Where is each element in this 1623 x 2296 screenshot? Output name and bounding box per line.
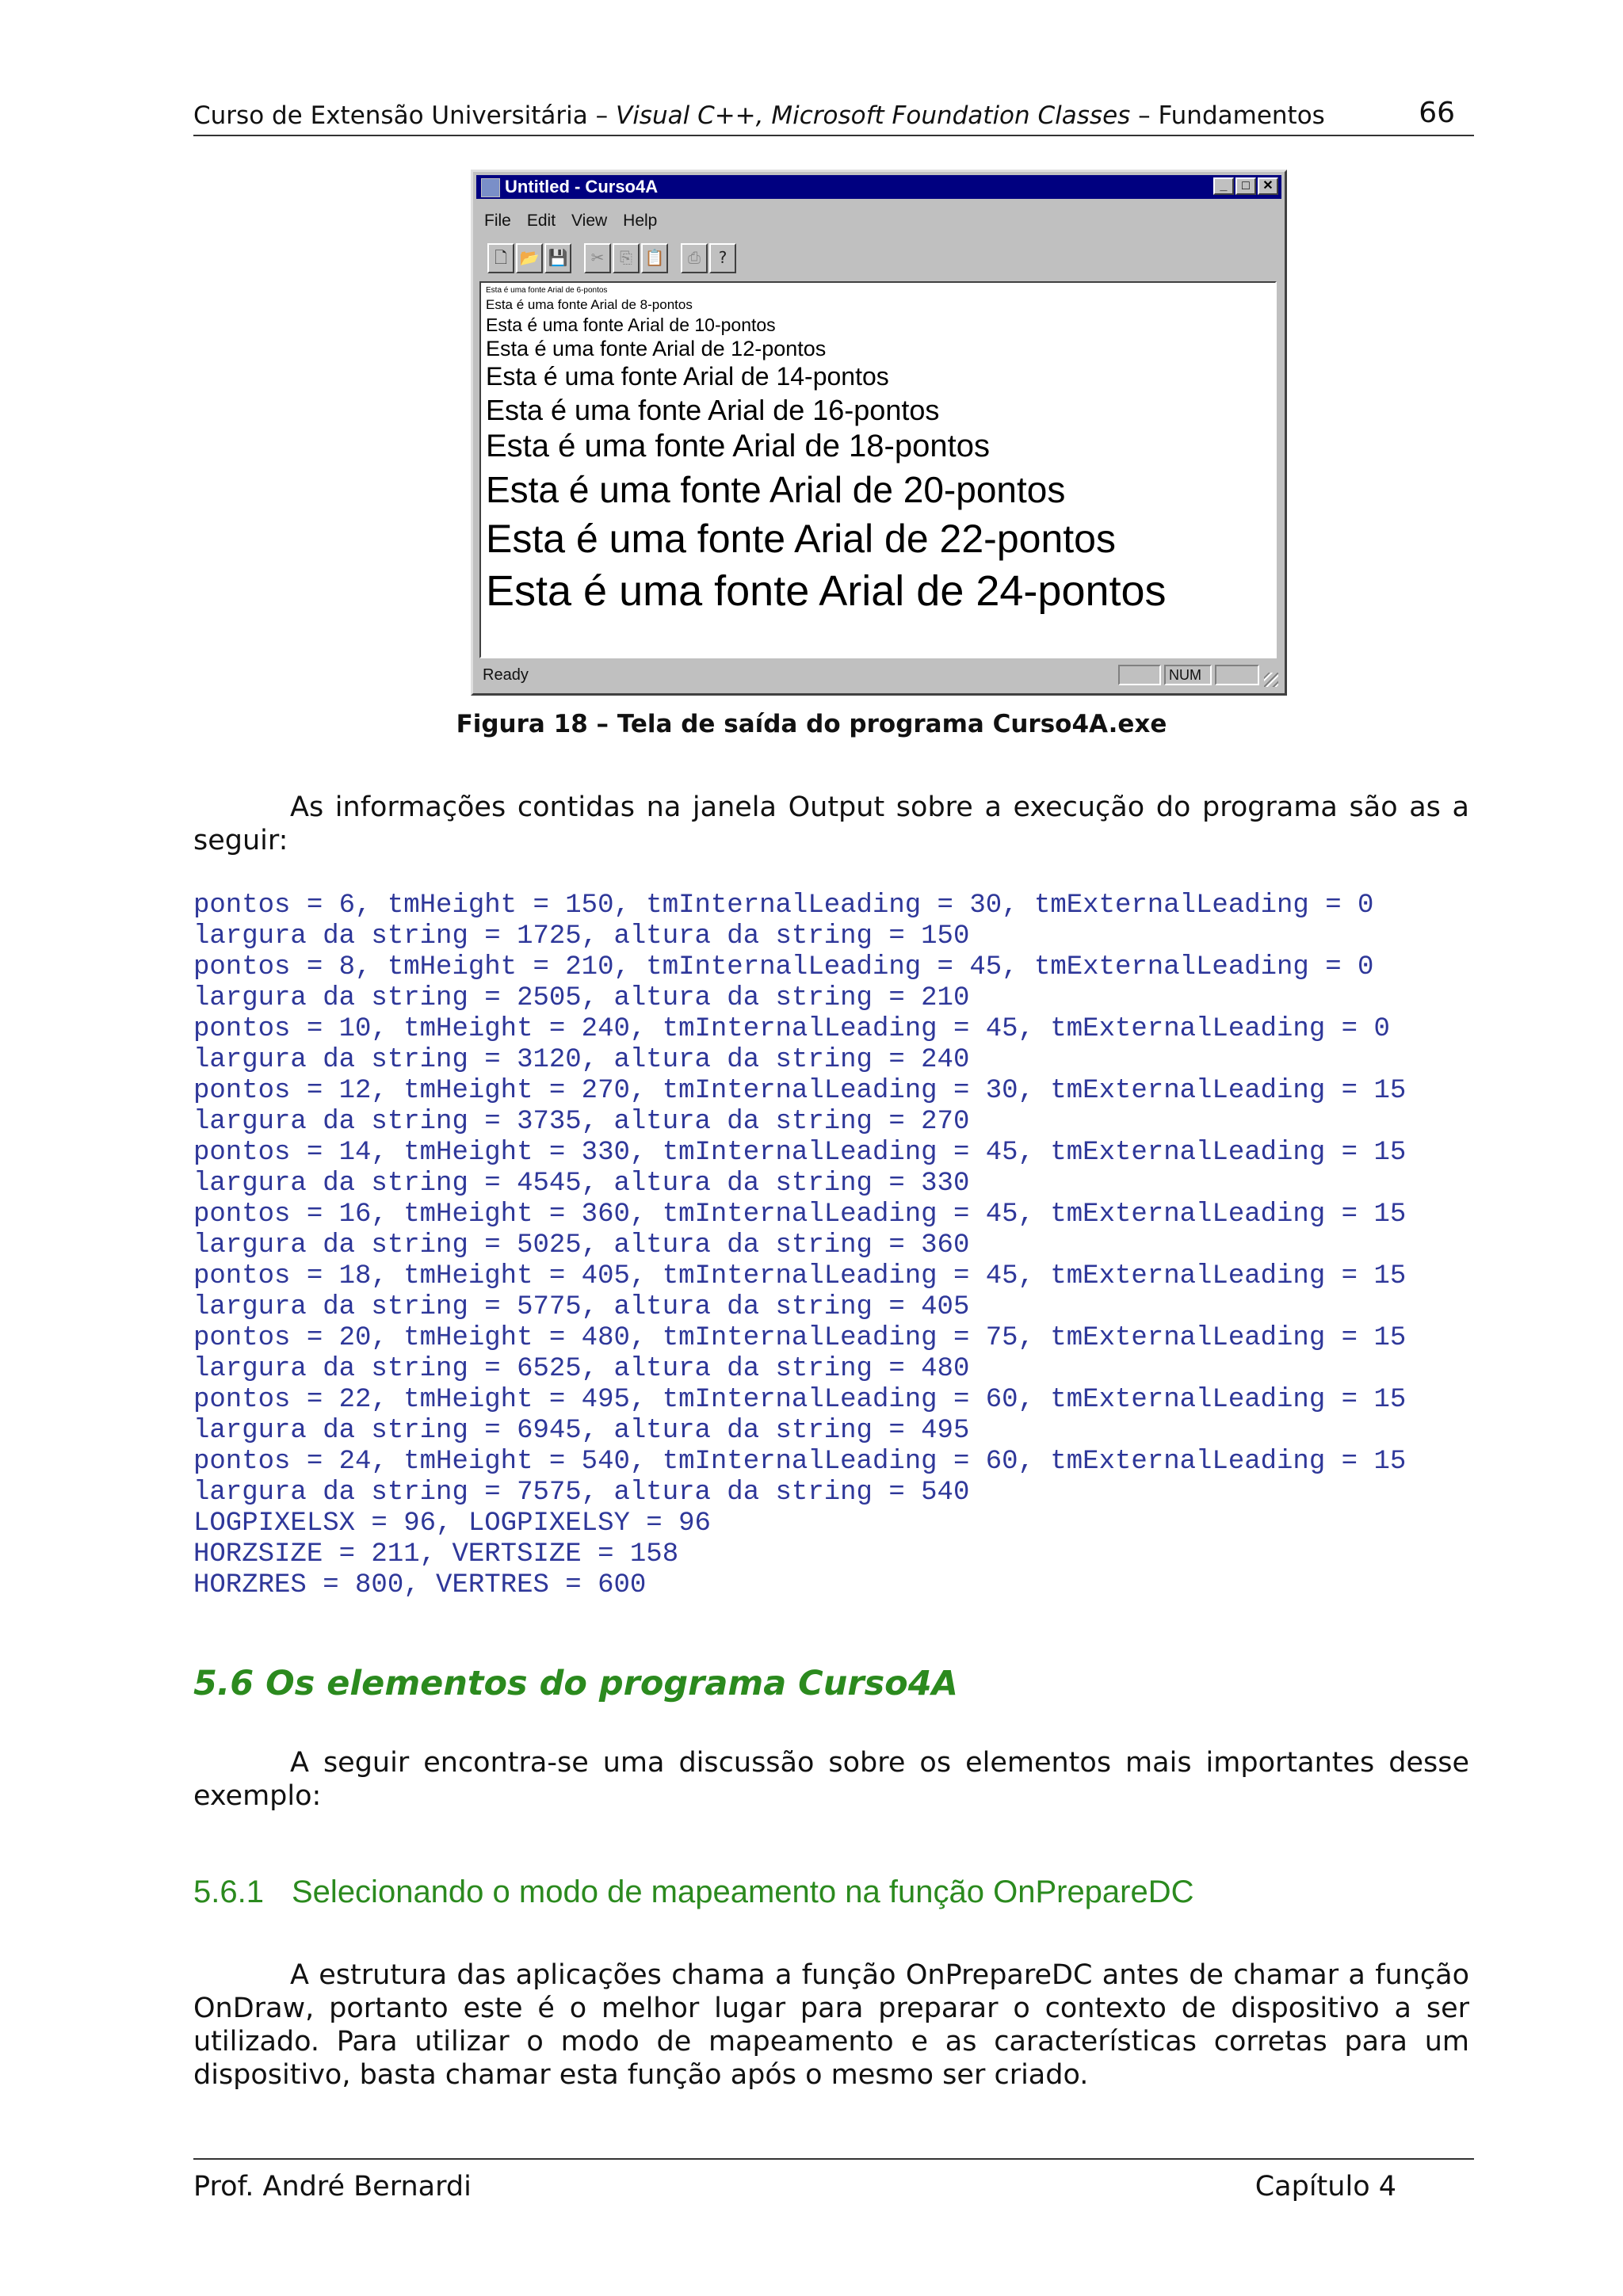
intro-paragraph: As informações contidas na janela Output sobre a execução do programa são as a seguir: bbox=[193, 791, 1469, 856]
output-line: Esta é uma fonte Arial de 8-pontos bbox=[486, 297, 693, 312]
code-line: pontos = 10, tmHeight = 240, tmInternalLeading = 45, tmExternalLeading = 0 bbox=[193, 1014, 1390, 1044]
close-icon[interactable]: ✕ bbox=[1258, 177, 1278, 195]
output-line: Esta é uma fonte Arial de 10-pontos bbox=[486, 315, 776, 335]
status-pane-caps bbox=[1118, 665, 1161, 685]
status-pane-num: NUM bbox=[1164, 665, 1212, 685]
section-paragraph: A seguir encontra-se uma discussão sobre os elementos mais importantes desse exemplo: bbox=[193, 1747, 1469, 1812]
subsection-heading bbox=[193, 1875, 1194, 1910]
code-line: pontos = 22, tmHeight = 495, tmInternalLeading = 60, tmExternalLeading = 15 bbox=[193, 1385, 1407, 1415]
code-line: HORZRES = 800, VERTRES = 600 bbox=[193, 1570, 647, 1600]
code-line: pontos = 8, tmHeight = 210, tmInternalLeading = 45, tmExternalLeading = 0 bbox=[193, 952, 1374, 982]
menubar bbox=[484, 212, 657, 231]
code-line: pontos = 18, tmHeight = 405, tmInternalLeading = 45, tmExternalLeading = 15 bbox=[193, 1261, 1407, 1291]
client-area bbox=[479, 281, 1277, 658]
code-line: largura da string = 2505, altura da string = 210 bbox=[193, 983, 970, 1013]
menu-edit[interactable]: Edit bbox=[526, 212, 556, 230]
menu-file[interactable]: File bbox=[484, 212, 511, 230]
subsection-title: Selecionando o modo de mapeamento na função OnPrepareDC bbox=[292, 1875, 1194, 1909]
output-line: Esta é uma fonte Arial de 14-pontos bbox=[486, 362, 889, 391]
code-line: largura da string = 1725, altura da string = 150 bbox=[193, 921, 970, 952]
output-line: Esta é uma fonte Arial de 16-pontos bbox=[486, 394, 940, 426]
code-line: LOGPIXELSX = 96, LOGPIXELSY = 96 bbox=[193, 1508, 711, 1539]
code-line: largura da string = 6945, altura da string = 495 bbox=[193, 1416, 970, 1446]
output-line: Esta é uma fonte Arial de 22-pontos bbox=[486, 517, 1116, 561]
save-icon[interactable]: 💾 bbox=[544, 243, 571, 273]
code-line: pontos = 24, tmHeight = 540, tmInternalLeading = 60, tmExternalLeading = 15 bbox=[193, 1447, 1407, 1477]
page-header bbox=[193, 97, 1474, 136]
subsection-paragraph: A estrutura das aplicações chama a função OnPrepareDC antes de chamar a função OnDraw, portanto este é o melhor lugar para preparar o contexto de dispositivo a ser utilizado. Para utilizar o modo de mapeamento e as características corretas para um dispositivo, basta chamar esta função após o mesmo ser criado. bbox=[193, 1959, 1469, 2091]
code-line: largura da string = 3735, altura da string = 270 bbox=[193, 1107, 970, 1137]
footer-author: Prof. André Bernardi bbox=[193, 2171, 472, 2203]
page-number: 66 bbox=[1419, 97, 1455, 129]
help-icon[interactable]: ? bbox=[709, 243, 736, 273]
paste-icon[interactable]: 📋 bbox=[641, 243, 668, 273]
copy-icon[interactable]: ⎘ bbox=[613, 243, 640, 273]
print-icon[interactable]: ⎙ bbox=[681, 243, 708, 273]
footer-chapter: Capítulo 4 bbox=[1254, 2171, 1396, 2203]
open-folder-icon[interactable]: 📂 bbox=[516, 243, 543, 273]
status-pane-scrl bbox=[1215, 665, 1259, 685]
status-text: Ready bbox=[483, 666, 529, 684]
header-title: Curso de Extensão Universitária – Visual C++, Microsoft Foundation Classes – Fundamentos bbox=[193, 101, 1325, 130]
app-window-screenshot bbox=[471, 170, 1287, 696]
minimize-icon[interactable]: _ bbox=[1213, 177, 1234, 195]
menu-view[interactable]: View bbox=[571, 212, 608, 230]
cut-icon[interactable]: ✂ bbox=[584, 243, 611, 273]
subsection-number: 5.6.1 bbox=[193, 1875, 264, 1909]
output-listing bbox=[193, 891, 1406, 1601]
section-heading: 5.6 Os elementos do programa Curso4A bbox=[193, 1664, 958, 1703]
code-line: largura da string = 6525, altura da string = 480 bbox=[193, 1354, 970, 1384]
window-title: Untitled - Curso4A bbox=[505, 177, 659, 196]
menu-help[interactable]: Help bbox=[623, 212, 658, 230]
code-line: largura da string = 3120, altura da string = 240 bbox=[193, 1045, 970, 1075]
resize-grip-icon[interactable] bbox=[1264, 673, 1278, 687]
maximize-icon[interactable]: □ bbox=[1235, 177, 1256, 195]
output-line: Esta é uma fonte Arial de 12-pontos bbox=[486, 337, 827, 360]
code-line: largura da string = 4545, altura da string = 330 bbox=[193, 1169, 970, 1199]
figure-caption: Figura 18 – Tela de saída do programa Curso4A.exe bbox=[456, 710, 1167, 738]
output-line: Esta é uma fonte Arial de 6-pontos bbox=[486, 286, 608, 295]
code-line: largura da string = 7575, altura da string = 540 bbox=[193, 1478, 970, 1508]
code-line: pontos = 12, tmHeight = 270, tmInternalLeading = 30, tmExternalLeading = 15 bbox=[193, 1076, 1407, 1106]
code-line: largura da string = 5775, altura da string = 405 bbox=[193, 1292, 970, 1322]
code-line: pontos = 16, tmHeight = 360, tmInternalLeading = 45, tmExternalLeading = 15 bbox=[193, 1199, 1407, 1230]
code-line: pontos = 6, tmHeight = 150, tmInternalLeading = 30, tmExternalLeading = 0 bbox=[193, 891, 1374, 921]
code-line: largura da string = 5025, altura da string = 360 bbox=[193, 1230, 970, 1261]
output-line: Esta é uma fonte Arial de 20-pontos bbox=[486, 469, 1066, 510]
app-icon bbox=[481, 178, 500, 197]
window-titlebar bbox=[476, 175, 1281, 199]
output-line: Esta é uma fonte Arial de 18-pontos bbox=[486, 429, 990, 463]
code-line: pontos = 14, tmHeight = 330, tmInternalLeading = 45, tmExternalLeading = 15 bbox=[193, 1138, 1407, 1168]
new-file-icon[interactable]: 🗋 bbox=[487, 243, 514, 273]
code-line: pontos = 20, tmHeight = 480, tmInternalLeading = 75, tmExternalLeading = 15 bbox=[193, 1323, 1407, 1353]
output-line: Esta é uma fonte Arial de 24-pontos bbox=[486, 567, 1167, 615]
code-line: HORZSIZE = 211, VERTSIZE = 158 bbox=[193, 1539, 679, 1569]
toolbar bbox=[487, 240, 738, 277]
status-bar bbox=[478, 662, 1280, 688]
page-footer bbox=[193, 2158, 1474, 2207]
